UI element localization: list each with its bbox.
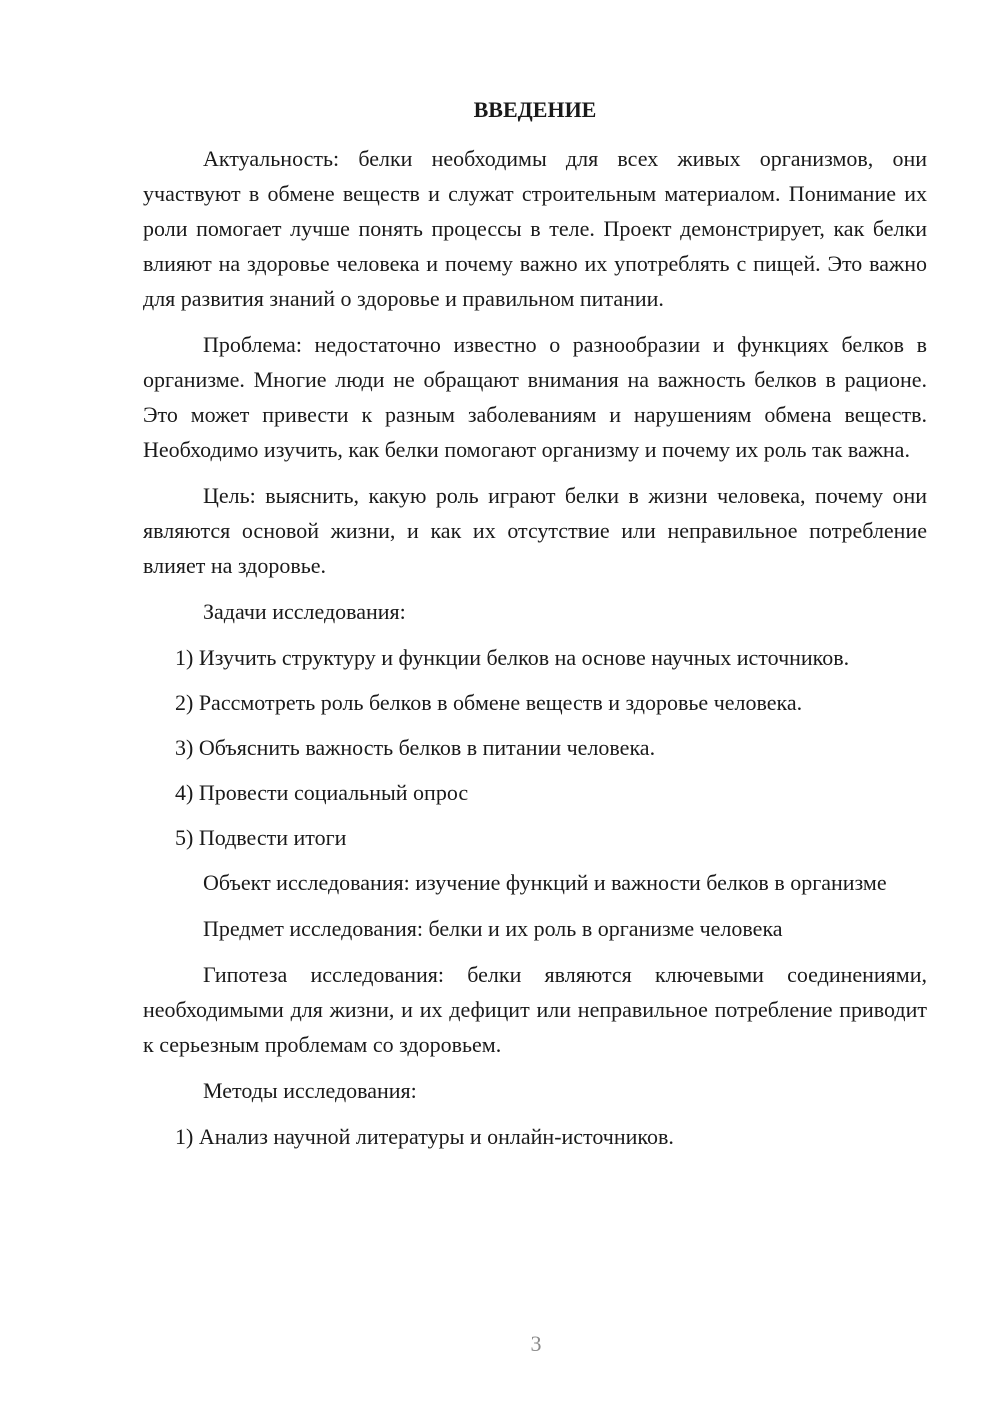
- methods-heading: Методы исследования:: [203, 1078, 417, 1103]
- hypothesis-paragraph: Гипотеза исследования: белки являются ключевыми соединениями, необходимыми для жизни, и их дефицит или неправильное потребление приводит к серьезным проблемам со здоровьем.: [143, 962, 927, 1057]
- page-title: ВВЕДЕНИЕ: [473, 97, 597, 122]
- page-number: 3: [530, 1331, 542, 1356]
- goal-paragraph: Цель: выяснить, какую роль играют белки в жизни человека, почему они являются основой жизни, и как их отсутствие или неправильное потребление влияет на здоровье.: [143, 483, 927, 578]
- task-item: 1) Изучить структуру и функции белков на основе научных источников.: [175, 645, 850, 670]
- task-item: 5) Подвести итоги: [175, 825, 347, 850]
- research-object-paragraph: Объект исследования: изучение функций и важности белков в организме: [203, 870, 887, 895]
- method-item: 1) Анализ научной литературы и онлайн-источников.: [175, 1124, 674, 1149]
- tasks-heading: Задачи исследования:: [203, 599, 406, 624]
- task-item: 4) Провести социальный опрос: [175, 780, 469, 805]
- page-content: [143, 92, 927, 1164]
- relevance-paragraph: Актуальность: белки необходимы для всех живых организмов, они участвуют в обмене веществ и служат строительным материалом. Понимание их роли помогает лучше понять процессы в теле. Проект демонстрирует, как белки влияют на здоровье человека и почему важно их употреблять с пищей. Это важно для развития знаний о здоровье и правильном питании.: [143, 146, 927, 311]
- task-item: 2) Рассмотреть роль белков в обмене веществ и здоровье человека.: [175, 690, 803, 715]
- task-item: 3) Объяснить важность белков в питании человека.: [175, 735, 656, 760]
- problem-paragraph: Проблема: недостаточно известно о разнообразии и функциях белков в организме. Многие люди не обращают внимания на важность белков в рационе. Это может привести к разным заболеваниям и нарушениям обмена веществ. Необходимо изучить, как белки помогают организму и почему их роль так важна.: [143, 332, 927, 462]
- research-subject-paragraph: Предмет исследования: белки и их роль в организме человека: [203, 916, 783, 941]
